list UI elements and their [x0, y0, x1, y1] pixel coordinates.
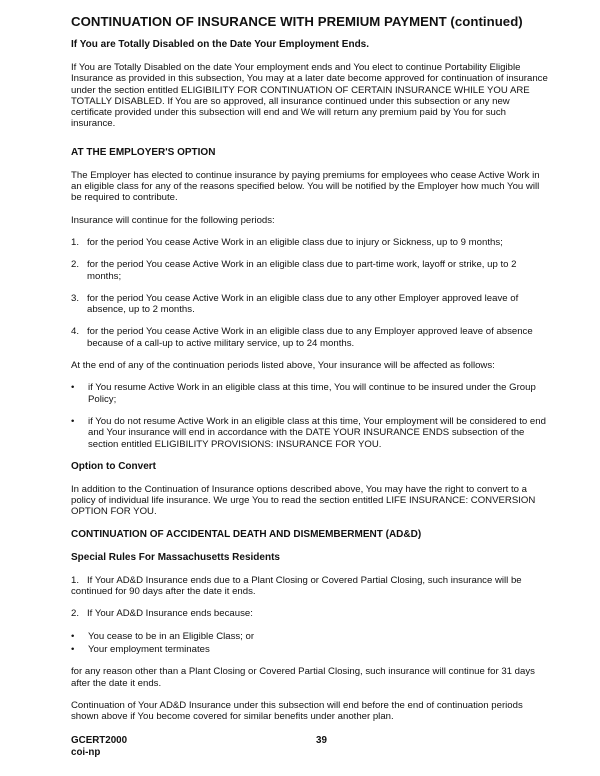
period-item: [71, 326, 551, 349]
bullet-icon: •: [71, 643, 75, 655]
period-number: 4.: [71, 326, 80, 338]
bullet-text: You cease to be in an Eligible Class; or: [88, 630, 255, 642]
page-footer: [71, 735, 551, 759]
employer-option-heading: AT THE EMPLOYER'S OPTION: [71, 146, 216, 158]
bullet-icon: •: [71, 415, 75, 427]
employer-option-paragraph: The Employer has elected to continue insurance by paying premiums for employees who cease Active Work in an eligible class for any of the reasons specified below. You will be notified by the Employer how much You will be required to contribute.: [71, 169, 540, 204]
disabled-heading: If You are Totally Disabled on the Date Your Employment Ends.: [71, 39, 370, 50]
add-rule-1: 1. If Your AD&D Insurance ends due to a Plant Closing or Covered Partial Closing, such insurance will be continued for 90 days after the date it ends.: [71, 574, 525, 598]
period-item: [71, 293, 551, 316]
bullet-item: [71, 382, 551, 405]
bullet-text: if You resume Active Work in an eligible class at this time, You will continue to be insured under the Group Policy;: [88, 382, 536, 405]
sub-code: coi-np: [71, 747, 101, 758]
period-text: for the period You cease Active Work in an eligible class due to any other Employer approved leave of absence, up to 2 months.: [87, 292, 519, 316]
period-number: 2.: [71, 259, 80, 271]
convert-heading: Option to Convert: [71, 460, 156, 472]
period-item: [71, 237, 551, 248]
page-number: 39: [316, 735, 327, 746]
bullet-text: if You do not resume Active Work in an eligible class at this time, Your employment will be considered to end and Your insurance will end in accordance with the DATE YOUR INSURANCE ENDS subsection of the section entitled ELIGIBILITY PROVISIONS: INSURANCE FOR YOU.: [88, 415, 546, 450]
bullet-item: [71, 644, 551, 655]
bullet-text: Your employment terminates: [88, 643, 210, 655]
bullet-item: [71, 631, 551, 642]
massachusetts-heading: Special Rules For Massachusetts Residents: [71, 551, 280, 563]
bullet-icon: •: [71, 382, 75, 394]
form-code: GCERT2000: [71, 735, 128, 746]
document-page: [71, 14, 551, 733]
add-heading: CONTINUATION OF ACCIDENTAL DEATH AND DISMEMBERMENT (AD&D): [71, 528, 422, 540]
convert-paragraph: In addition to the Continuation of Insurance options described above, You may have the right to convert to a policy of individual life insurance. We urge You to read the section entitled LIFE INSURANCE: CONVERSION OPTION FOR YOU.: [71, 483, 536, 518]
periods-intro: Insurance will continue for the following periods:: [71, 214, 275, 226]
disabled-paragraph: If You are Totally Disabled on the date Your employment ends and You elect to continue Portability Eligible Insurance as provided in this subsection, You may at a later date become approved for continuation of insurance under the section entitled ELIGIBILITY FOR CONTINUATION OF CERTAIN INSURANCE WHILE YOU ARE TOTALLY DISABLED. If You are so approved, all insurance continued under this subsection or any new certificate provided under this subsection will end and We will return any premium paid by You for such insurance.: [71, 62, 548, 130]
bullet-item: [71, 416, 551, 450]
add-rule-2: 2. If Your AD&D Insurance ends because:: [71, 608, 253, 620]
period-text: for the period You cease Active Work in an eligible class due to part-time work, layoff or strike, up to 2 months;: [87, 259, 517, 282]
add-closing-paragraph: Continuation of Your AD&D Insurance under this subsection will end before the end of continuation periods shown above if You become covered for similar benefits under another plan.: [71, 699, 523, 723]
end-of-period-intro: At the end of any of the continuation periods listed above, Your insurance will be affected as follows:: [71, 360, 495, 372]
page-title: CONTINUATION OF INSURANCE WITH PREMIUM PAYMENT (continued): [71, 14, 523, 29]
period-text: for the period You cease Active Work in an eligible class due to any Employer approved leave of absence because of a call-up to active military service, up to 24 months.: [87, 326, 533, 349]
period-number: 3.: [71, 292, 80, 304]
period-item: [71, 259, 551, 282]
add-rule-2-tail: for any reason other than a Plant Closing or Covered Partial Closing, such insurance will continue for 31 days after the date it ends.: [71, 666, 535, 689]
period-text: for the period You cease Active Work in an eligible class due to injury or Sickness, up to 9 months;: [87, 236, 503, 248]
bullet-icon: •: [71, 630, 75, 642]
period-number: 1.: [71, 236, 80, 248]
